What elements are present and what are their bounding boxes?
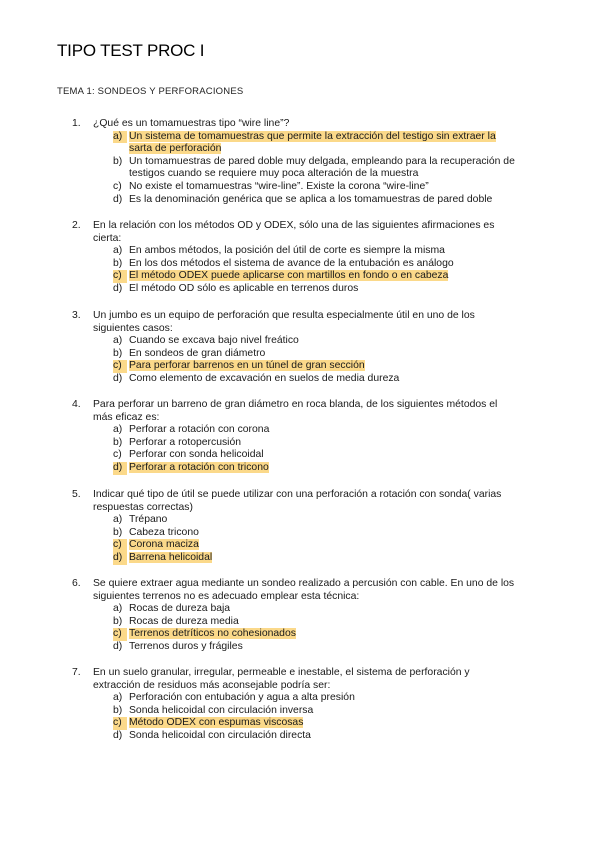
- option-text-line: Un tomamuestras de pared doble muy delgada, empleando para la recuperación de: [129, 155, 515, 167]
- question-number: 5.: [72, 489, 81, 500]
- option-letter: d): [113, 282, 123, 294]
- option-d: [0, 552, 600, 565]
- question-stem-line: siguientes terrenos no es adecuado emplear esta técnica:: [93, 590, 360, 602]
- option-letter: c): [113, 449, 122, 461]
- question-stem-line: Para perforar un barreno de gran diámetro en roca blanda, de los siguientes métodos el: [93, 399, 498, 410]
- option-text: Corona maciza: [129, 539, 199, 551]
- option-text: Sonda helicoidal con circulación inversa: [129, 704, 314, 716]
- option-text: Método ODEX con espumas viscosas: [129, 717, 304, 729]
- option-text: El método ODEX puede aplicarse con martillos en fondo o en cabeza: [129, 270, 449, 282]
- option-a: [0, 514, 600, 527]
- option-letter: d): [113, 729, 123, 741]
- option-letter: c): [113, 180, 122, 192]
- option-letter: b): [113, 615, 123, 627]
- option-text: En los dos métodos el sistema de avance de la entubación es análogo: [129, 257, 454, 269]
- section-heading: TEMA 1: SONDEOS Y PERFORACIONES: [57, 86, 244, 97]
- option-b: [0, 527, 600, 540]
- option-d: [0, 462, 600, 475]
- option-letter: c): [113, 628, 127, 641]
- option-text: Rocas de dureza baja: [129, 603, 231, 615]
- option-letter: b): [113, 526, 123, 538]
- option-a: [0, 424, 600, 437]
- option-letter: b): [113, 704, 123, 716]
- option-d: [0, 641, 600, 654]
- option-text: Es la denominación genérica que se aplica a los tomamuestras de pared doble: [129, 193, 493, 205]
- option-text: Terrenos duros y frágiles: [129, 640, 243, 652]
- option-letter: a): [113, 245, 123, 257]
- option-c: [0, 270, 600, 283]
- option-text: Para perforar barrenos en un túnel de gran sección: [129, 360, 365, 372]
- option-letter: b): [113, 155, 123, 167]
- option-b: [0, 258, 600, 271]
- option-c: [0, 539, 600, 552]
- option-letter: b): [113, 257, 123, 269]
- option-c: [0, 449, 600, 462]
- option-a: [0, 245, 600, 258]
- option-text: En ambos métodos, la posición del útil de corte es siempre la misma: [129, 245, 445, 257]
- option-letter: b): [113, 436, 123, 448]
- option-letter: d): [113, 462, 127, 475]
- option-text: Como elemento de excavación en suelos de media dureza: [129, 372, 400, 384]
- option-text-line: Un sistema de tomamuestras que permite la extracción del testigo sin extraer la: [129, 130, 496, 142]
- option-b: [0, 616, 600, 629]
- option-letter: a): [113, 603, 123, 615]
- question-number: 6.: [72, 578, 81, 589]
- option-letter: d): [113, 193, 123, 205]
- option-b: [0, 348, 600, 361]
- question-stem-line: En un suelo granular, irregular, permeable e inestable, el sistema de perforación y: [93, 667, 470, 678]
- option-letter: c): [113, 717, 127, 730]
- option-letter: d): [113, 372, 123, 384]
- question-number: 1.: [72, 118, 81, 129]
- option-text: Terrenos detríticos no cohesionados: [129, 628, 296, 640]
- option-a: [0, 131, 600, 156]
- option-b: [0, 156, 600, 181]
- option-text: Perforación con entubación y agua a alta presión: [129, 692, 355, 704]
- option-c: [0, 628, 600, 641]
- option-d: [0, 730, 600, 743]
- question-stem-line: más eficaz es:: [93, 411, 160, 423]
- question-stem-line: siguientes casos:: [93, 322, 173, 334]
- option-text: Sonda helicoidal con circulación directa: [129, 729, 311, 741]
- option-text: Rocas de dureza media: [129, 615, 239, 627]
- option-text: Perforar a rotación con tricono: [129, 461, 269, 473]
- question-number: 2.: [72, 220, 81, 231]
- question-number: 7.: [72, 667, 81, 678]
- option-letter: c): [113, 539, 127, 552]
- option-text: Barrena helicoidal: [129, 551, 213, 563]
- question-stem-line: Un jumbo es un equipo de perforación que resulta especialmente útil en uno de los: [93, 310, 475, 321]
- question-number: 3.: [72, 310, 81, 321]
- question-stem-line: Indicar qué tipo de útil se puede utilizar con una perforación a rotación con sonda( varias: [93, 489, 502, 500]
- option-text: Cuando se excava bajo nivel freático: [129, 335, 299, 347]
- option-letter: a): [113, 424, 123, 436]
- option-c: [0, 360, 600, 373]
- option-letter: a): [113, 131, 127, 144]
- option-letter: a): [113, 335, 123, 347]
- option-a: [0, 692, 600, 705]
- option-text: Perforar a rotación con corona: [129, 424, 270, 436]
- option-d: [0, 283, 600, 296]
- option-text: No existe el tomamuestras “wire-line”. Existe la corona “wire-line”: [129, 180, 429, 192]
- question-stem-line: extracción de residuos más aconsejable podría ser:: [93, 679, 331, 691]
- question-stem-line: Se quiere extraer agua mediante un sondeo realizado a percusión con cable. En uno de los: [93, 578, 515, 589]
- option-text: Cabeza tricono: [129, 526, 199, 538]
- option-letter: c): [113, 360, 127, 373]
- option-letter: d): [113, 640, 123, 652]
- option-a: [0, 603, 600, 616]
- option-text-line: testigos cuando se requiere muy poca alteración de la muestra: [129, 168, 419, 180]
- option-c: [0, 181, 600, 194]
- option-b: [0, 437, 600, 450]
- option-c: [0, 717, 600, 730]
- option-letter: a): [113, 514, 123, 526]
- option-b: [0, 705, 600, 718]
- question-stem: ¿Qué es un tomamuestras tipo “wire line”?: [93, 118, 290, 129]
- question-stem-line: En la relación con los métodos OD y ODEX, sólo una de las siguientes afirmaciones es: [93, 220, 495, 231]
- option-text: El método OD sólo es aplicable en terrenos duros: [129, 282, 359, 294]
- option-text: Perforar con sonda helicoidal: [129, 449, 264, 461]
- option-d: [0, 194, 600, 207]
- option-text: Trépano: [129, 514, 168, 526]
- option-letter: c): [113, 270, 127, 283]
- option-letter: a): [113, 692, 123, 704]
- option-d: [0, 373, 600, 386]
- option-text: En sondeos de gran diámetro: [129, 347, 266, 359]
- option-text: Perforar a rotopercusión: [129, 436, 242, 448]
- option-letter: d): [113, 552, 127, 565]
- question-number: 4.: [72, 399, 81, 410]
- option-text-line: sarta de perforación: [129, 143, 222, 155]
- document-title: TIPO TEST PROC I: [57, 41, 205, 60]
- option-letter: b): [113, 347, 123, 359]
- option-a: [0, 335, 600, 348]
- question-stem-line: cierta:: [93, 232, 122, 244]
- question-stem-line: respuestas correctas): [93, 501, 193, 513]
